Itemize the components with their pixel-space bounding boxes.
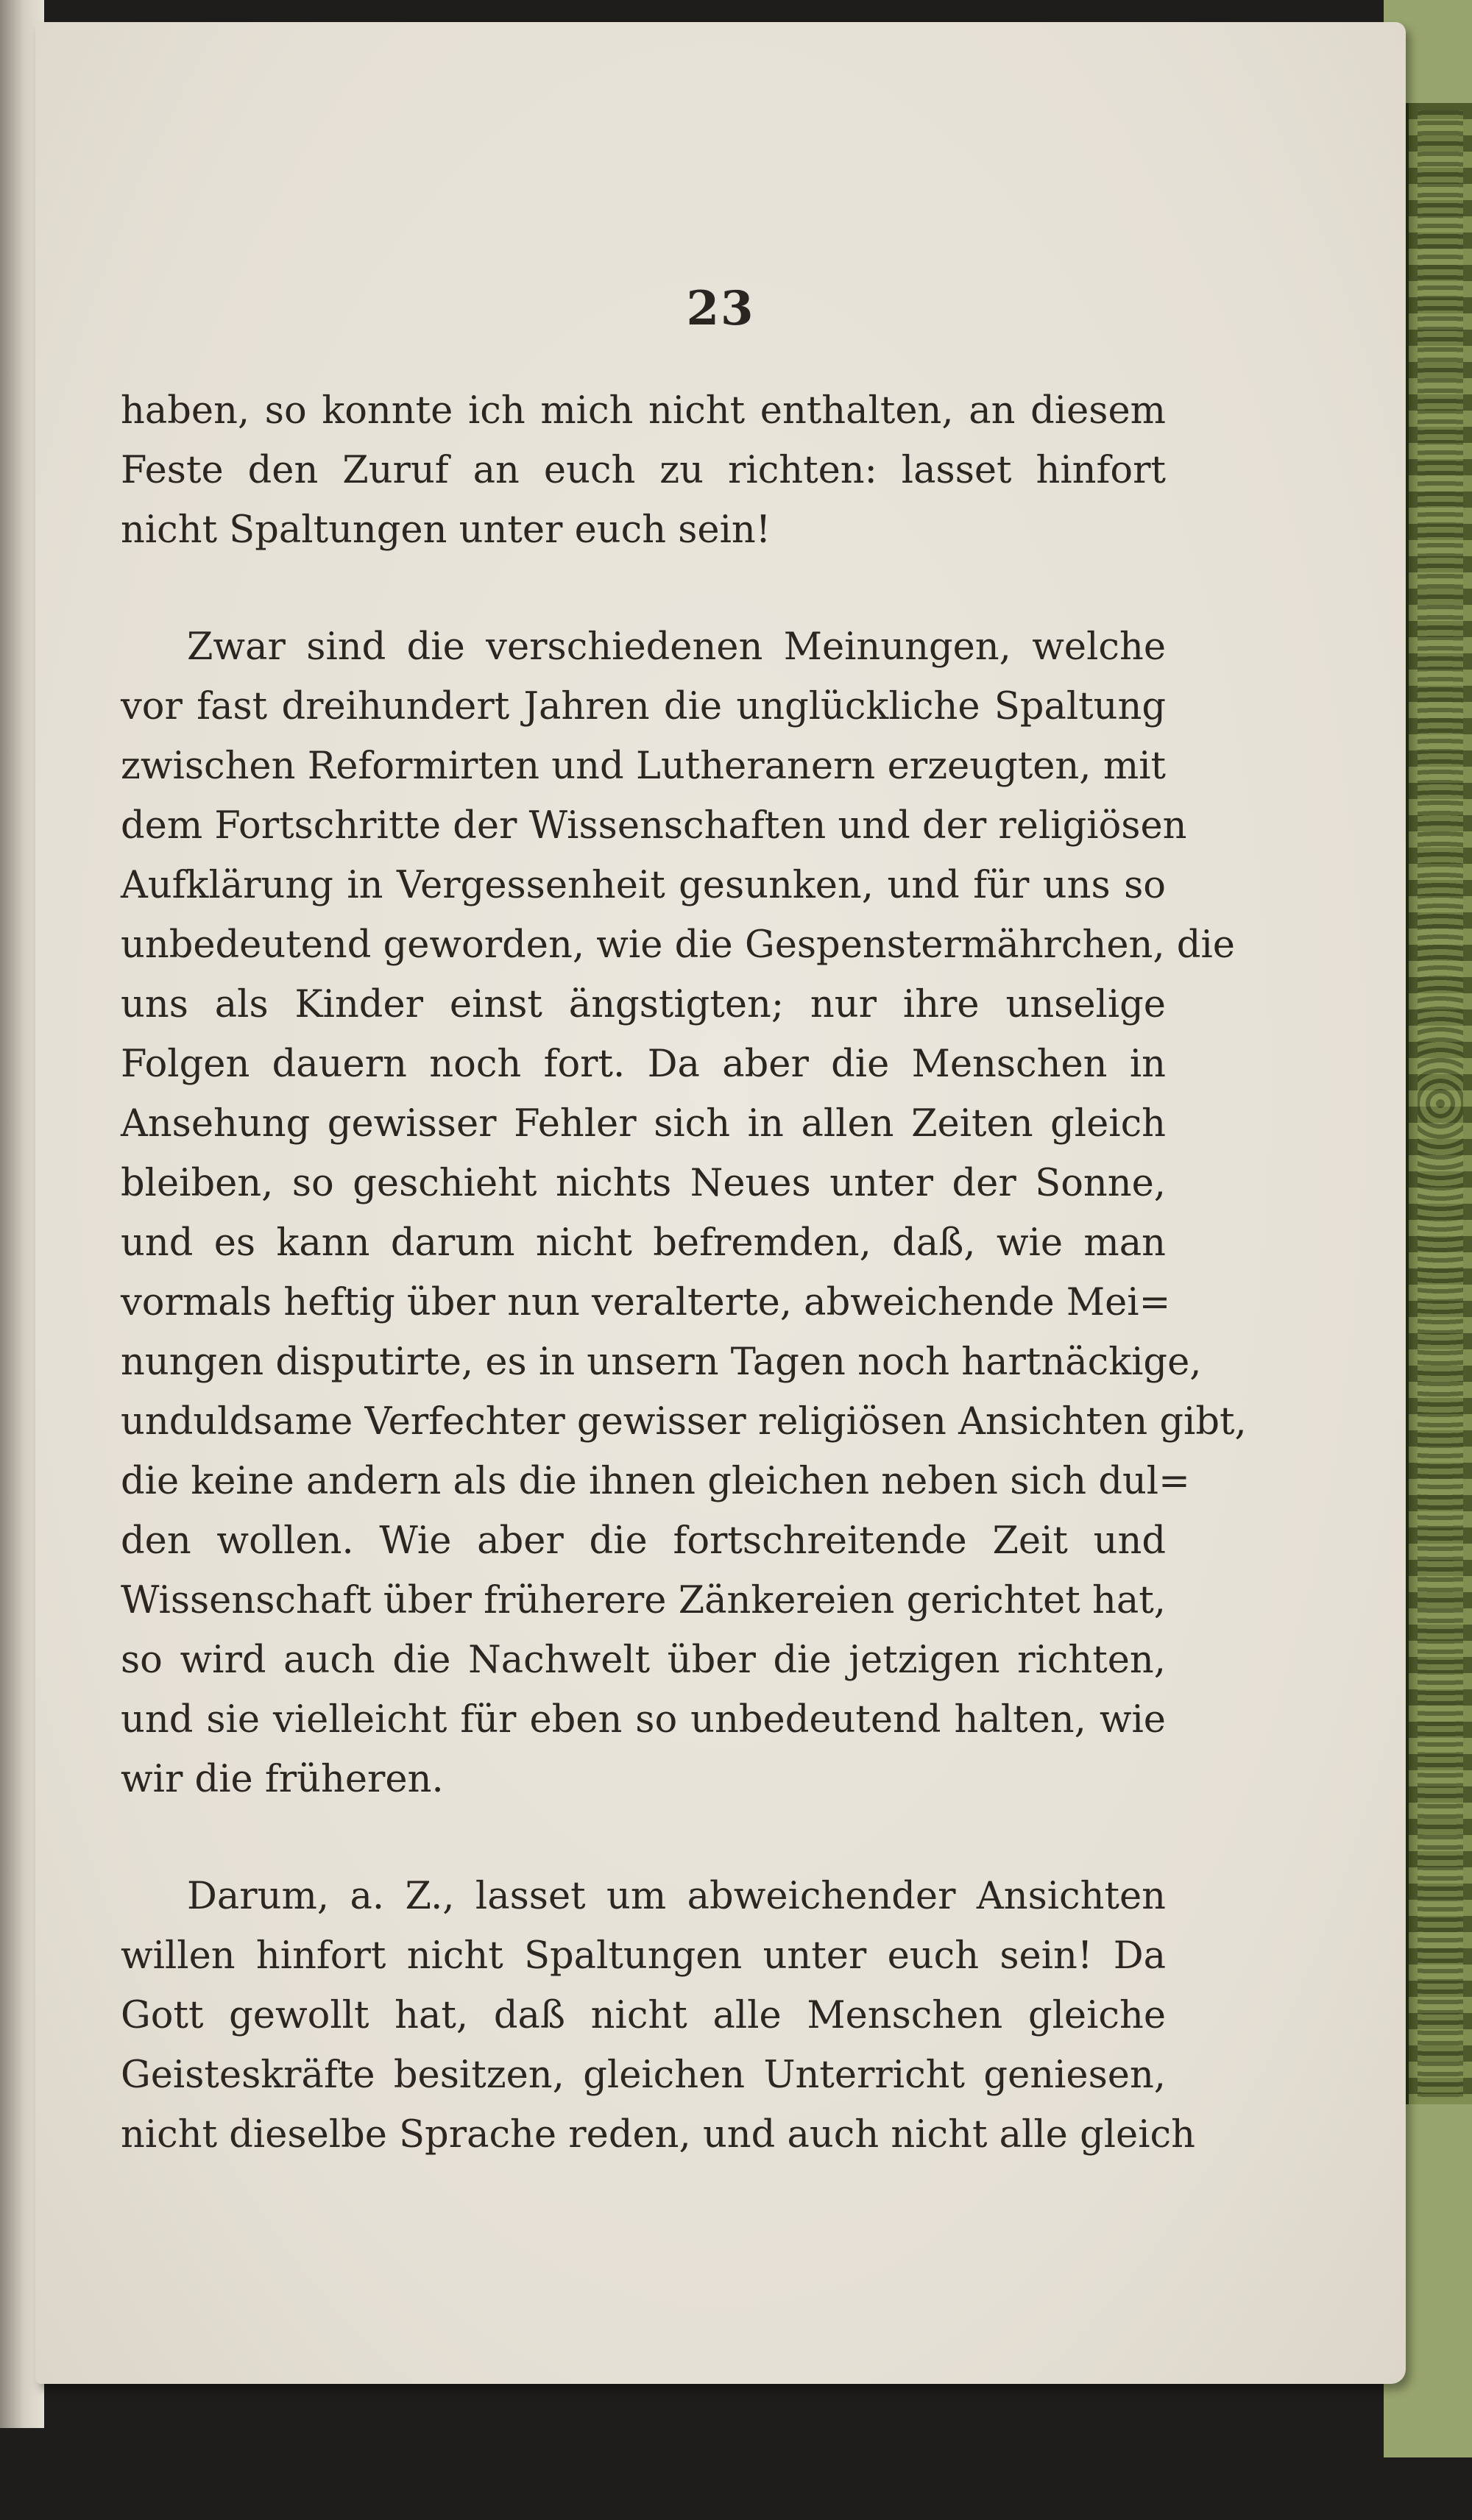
page-text xyxy=(121,381,1247,2165)
text-line: bleiben, so geschieht nichts Neues unter der Sonne, xyxy=(121,1162,1166,1205)
text-line: haben, so konnte ich mich nicht enthalten, an diesem xyxy=(121,389,1166,433)
paragraph-2 xyxy=(121,617,1247,1809)
text-line: und es kann darum nicht befremden, daß, wie man xyxy=(121,1221,1166,1265)
text-line: willen hinfort nicht Spaltungen unter euch sein! Da xyxy=(121,1934,1166,1978)
text-line: Gott gewollt hat, daß nicht alle Menschen gleiche xyxy=(121,1994,1166,2037)
text-line: unbedeutend geworden, wie die Gespenstermährchen, die xyxy=(121,923,1235,967)
binding-ornament-strip xyxy=(1406,103,1472,2104)
text-line: wir die früheren. xyxy=(121,1758,444,1801)
page-number: 23 xyxy=(686,281,755,336)
text-line: Wissenschaft über früherere Zänkereien gerichtet hat, xyxy=(121,1579,1166,1622)
text-line: Feste den Zuruf an euch zu richten: lasset hinfort xyxy=(121,449,1166,492)
text-line: nungen disputirte, es in unsern Tagen noch hartnäckige, xyxy=(121,1341,1202,1384)
text-line: vor fast dreihundert Jahren die unglückliche Spaltung xyxy=(121,685,1166,728)
text-line: dem Fortschritte der Wissenschaften und der religiösen xyxy=(121,804,1187,848)
text-line: nicht dieselbe Sprache reden, und auch nicht alle gleich xyxy=(121,2113,1195,2157)
text-line: uns als Kinder einst ängstigten; nur ihre unselige xyxy=(121,983,1166,1026)
text-line: und sie vielleicht für eben so unbedeutend halten, wie xyxy=(121,1698,1166,1742)
text-line: Zwar sind die verschiedenen Meinungen, welche xyxy=(187,625,1166,669)
text-line: nicht Spaltungen unter euch sein! xyxy=(121,508,771,552)
text-line: Geisteskräfte besitzen, gleichen Unterricht geniesen, xyxy=(121,2054,1166,2097)
text-line: unduldsame Verfechter gewisser religiösen Ansichten gibt, xyxy=(121,1400,1247,1444)
book-page xyxy=(35,22,1406,2384)
text-line: Ansehung gewisser Fehler sich in allen Zeiten gleich xyxy=(121,1102,1166,1146)
text-line: den wollen. Wie aber die fortschreitende Zeit und xyxy=(121,1519,1166,1563)
text-line: zwischen Reformirten und Lutheranern erzeugten, mit xyxy=(121,745,1166,788)
paragraph-1 xyxy=(121,381,1166,560)
text-line: Folgen dauern noch fort. Da aber die Menschen in xyxy=(121,1043,1166,1086)
text-line: Aufklärung in Vergessenheit gesunken, und für uns so xyxy=(121,864,1166,907)
paragraph-3 xyxy=(121,1867,1195,2165)
text-line: Darum, a. Z., lasset um abweichender Ansichten xyxy=(187,1875,1166,1918)
text-line: so wird auch die Nachwelt über die jetzigen richten, xyxy=(121,1639,1166,1682)
text-line: die keine andern als die ihnen gleichen neben sich dul= xyxy=(121,1460,1190,1503)
text-line: vormals heftig über nun veralterte, abweichende Mei= xyxy=(121,1281,1171,1324)
